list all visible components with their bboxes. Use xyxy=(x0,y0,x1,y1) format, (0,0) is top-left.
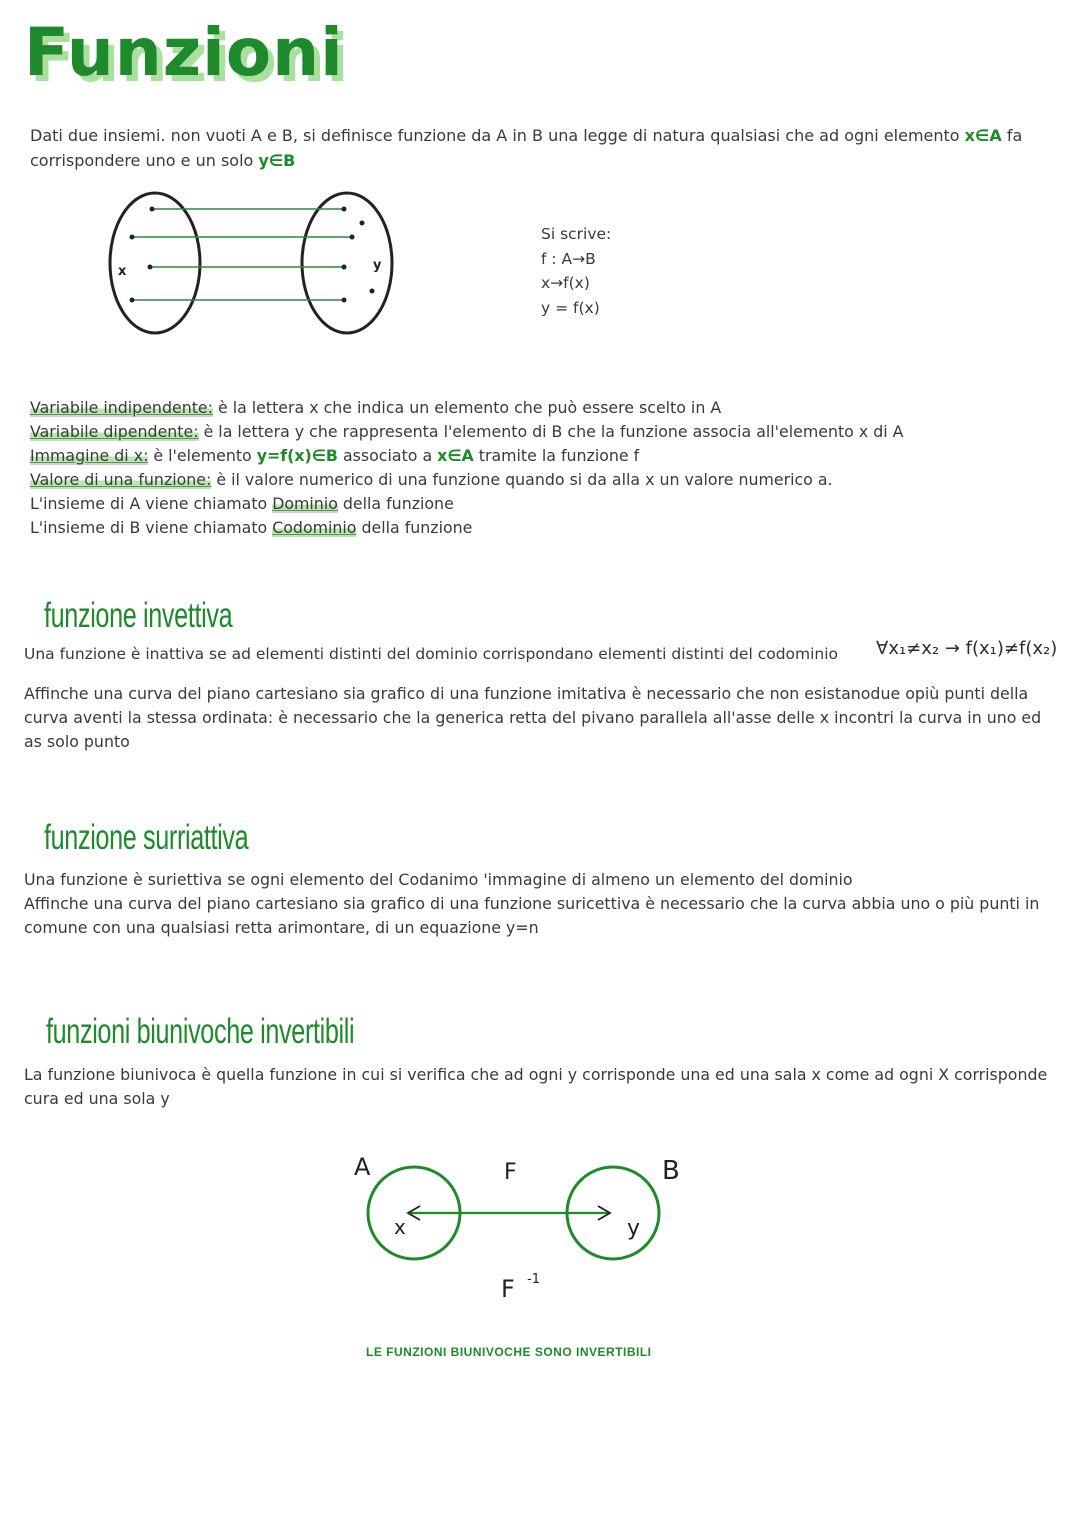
injective-title: funzione invettiva xyxy=(44,596,233,635)
definition-item: Valore di una funzione: è il valore numerico di una funzione quando si da alla x un valore numerico a. xyxy=(30,470,833,489)
injective-formula: ∀x₁≠x₂ → f(x₁)≠f(x₂) xyxy=(876,638,1058,659)
set-a-label: x xyxy=(118,264,127,279)
notation-line: y = f(x) xyxy=(541,298,600,317)
set-b-label: y xyxy=(373,258,382,273)
domain-line: L'insieme di A viene chiamato Dominio della funzione xyxy=(30,494,454,513)
intro-line-2: corrispondere uno e un solo y∈B xyxy=(30,151,296,170)
definition-term: Variabile indipendente: xyxy=(30,398,213,417)
definition-item: Variabile dipendente: è la lettera y che rappresenta l'elemento di B che la funzione associa all'elemento x di A xyxy=(30,422,904,441)
element-y: y xyxy=(627,1216,641,1241)
definition-item: Variabile indipendente: è la lettera x che indica un elemento che può essere scelto in A xyxy=(30,398,722,417)
definition-term: Valore di una funzione: xyxy=(30,470,212,489)
element-dots xyxy=(130,207,375,303)
bijection-diagram xyxy=(340,1145,710,1315)
math-x-in-a: x∈A xyxy=(964,126,1002,145)
math-y-in-b: y∈B xyxy=(258,151,296,170)
notation-heading: Si scrive: xyxy=(541,225,612,243)
inverse-function-label: F xyxy=(501,1275,515,1303)
element-x: x xyxy=(394,1215,406,1239)
math-image: y=f(x)∈B xyxy=(256,446,338,465)
page-title: Funzioni xyxy=(24,14,344,91)
definition-item: Immagine di x: è l'elemento y=f(x)∈B associato a x∈A tramite la funzione f xyxy=(30,446,640,465)
set-b-label: B xyxy=(662,1156,680,1186)
codomain-word: Codominio xyxy=(272,518,357,537)
surjective-title: funzione surriattiva xyxy=(44,818,249,857)
inverse-exponent: -1 xyxy=(527,1272,540,1287)
definition-term: Immagine di x: xyxy=(30,446,149,465)
domain-word: Dominio xyxy=(272,494,338,513)
math-x-in-a: x∈A xyxy=(437,446,474,465)
bijective-note: LE FUNZIONI BIUNIVOCHE SONO INVERTIBILI xyxy=(366,1345,652,1359)
injective-definition: Una funzione è inattiva se ad elementi distinti del dominio corrispondano elementi distinti del codominio xyxy=(24,645,839,663)
definitions-block xyxy=(30,396,903,540)
injective-paragraph: Affinche una curva del piano cartesiano sia grafico di una funzione imitativa è necessario che non esistanodue opiù punti della curva aventi la stessa ordinata: è necessario che la generica retta del pivano parallela all'asse delle x incontri la curva in uno ed as solo punto xyxy=(24,684,1042,751)
definition-term: Variabile dipendente: xyxy=(30,422,199,441)
notation-block xyxy=(541,222,611,320)
mapping-diagram xyxy=(100,185,410,340)
mapping-arrows xyxy=(132,209,352,300)
bijective-paragraph: La funzione biunivoca è quella funzione in cui si verifica che ad ogni y corrisponde una ed una sala x come ad ogni X corrisponde cura ed una sola y xyxy=(24,1065,1048,1108)
notation-line: f : A→B xyxy=(541,249,596,268)
bijective-title: funzioni biunivoche invertibili xyxy=(46,1012,355,1051)
function-f-label: F xyxy=(504,1160,517,1185)
set-a-label: A xyxy=(354,1153,371,1181)
surjective-paragraph: Una funzione è suriettiva se ogni elemento del Codanimo 'immagine di almeno un elemento del dominio Affinche una curva del piano cartesiano sia grafico di una funzione suricettiva è necessario che la curva abbia uno o più punti in comune con una qualsiasi retta arimontare, di un equazione y=n xyxy=(24,870,1040,937)
intro-line-1: Dati due insiemi. non vuoti A e B, si definisce funzione da A in B una legge di natura qualsiasi che ad ogni elemento x∈A fa xyxy=(30,126,1023,145)
notation-line: x→f(x) xyxy=(541,274,590,292)
set-a-ellipse xyxy=(110,193,200,333)
codomain-line: L'insieme di B viene chiamato Codominio della funzione xyxy=(30,518,473,537)
